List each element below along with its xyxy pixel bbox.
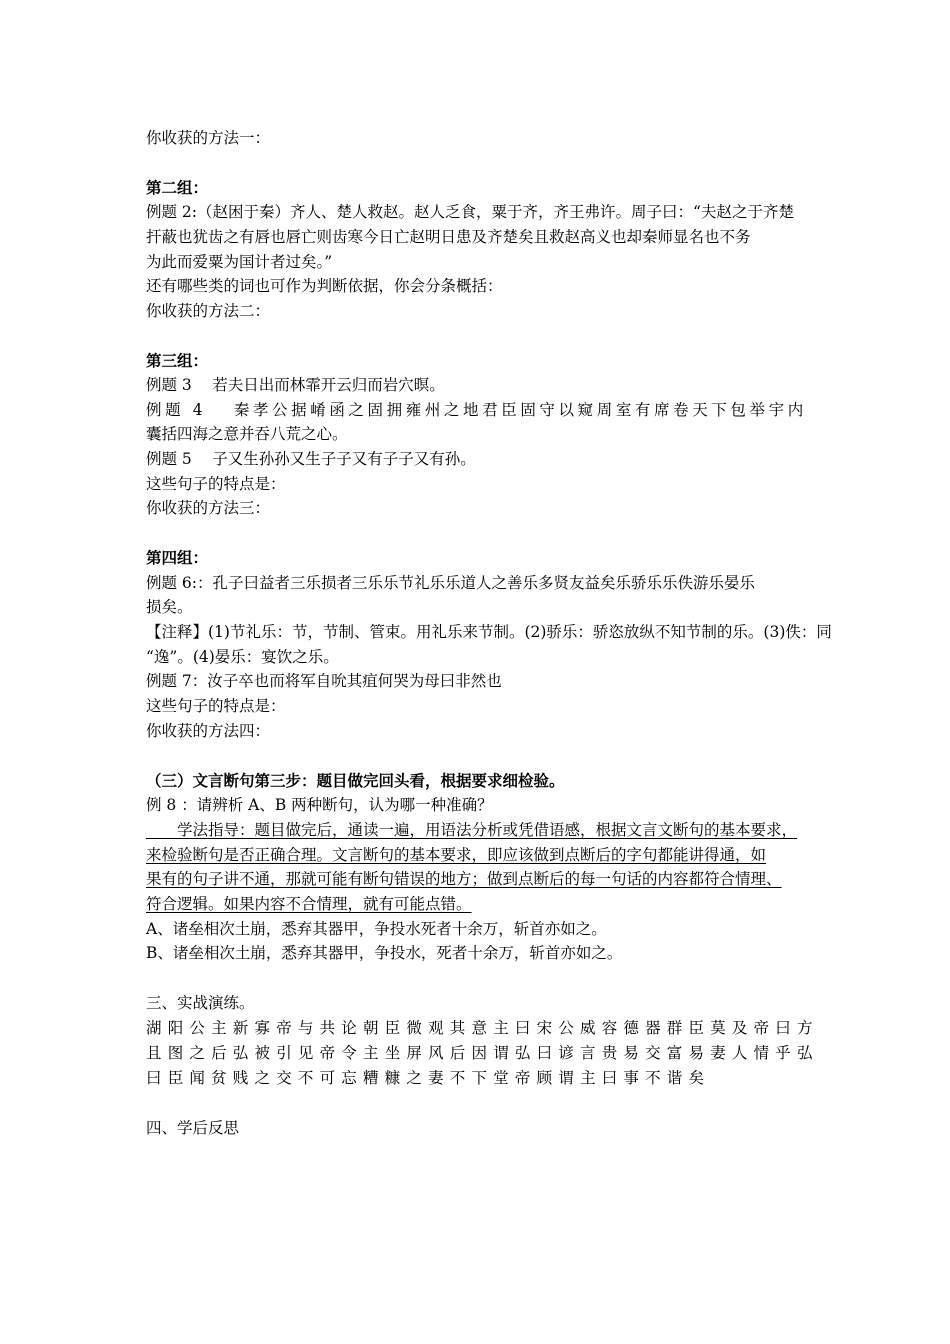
practice-line-2: 且图之后弘被引见帝令主坐屏风后因谓弘曰谚言贵易交富易妻人情乎弘 (146, 1044, 819, 1062)
example-7-line: 例题 7：汝子卒也而将军自吮其疽何哭为母曰非然也 (146, 672, 502, 690)
method-two-line: 你收获的方法二： (146, 302, 271, 320)
example-6-line-1: 例题 6:：孔子曰益者三乐损者三乐乐节礼乐乐道人之善乐多贤友益矣乐骄乐乐佚游乐晏乐 (146, 574, 756, 592)
method-three-line: 你收获的方法三： (146, 499, 271, 517)
step-three-heading: （三）文言断句第三步：题目做完回头看，根据要求细检验。 (146, 771, 565, 790)
guidance-line-2: 来检验断句是否正确合理。文言断句的基本要求，即应该做到点断后的字句都能讲得通，如 (146, 846, 767, 864)
features-line: 这些句子的特点是： (146, 475, 286, 493)
practice-heading: 三、实战演练。 (146, 994, 255, 1012)
method-one-line: 你收获的方法一： (146, 129, 271, 147)
guidance-line-3: 果有的句子讲不通，那就可能有断句错误的地方；做到点断后的每一句话的内容都符合情理、 (146, 870, 782, 888)
example-4-line-1: 例题 4 秦孝公据崤函之固拥雍州之地君臣固守以窥周室有席卷天下包举宇内 (146, 401, 807, 419)
example-2-line-2: 扞蔽也犹齿之有唇也唇亡则齿寒今日亡赵明日患及齐楚矣且救赵高义也却秦师显名也不务 (146, 228, 751, 246)
example-3-line: 例题 3 若夫日出而林霏开云归而岩穴暝。 (146, 376, 445, 394)
option-a-line: A、诸垒相次土崩，悉弃其器甲，争投水死者十余万，斩首亦如之。 (146, 920, 607, 938)
features-line-2: 这些句子的特点是： (146, 697, 286, 715)
group-two-heading: 第二组： (146, 178, 209, 197)
example-4-line-2: 囊括四海之意并吞八荒之心。 (146, 425, 348, 443)
practice-line-1: 湖阳公主新寡帝与共论朝臣微观其意主曰宋公威容德器群臣莫及帝曰方 (146, 1019, 819, 1037)
example-2-line-1: 例题 2:（赵困于秦）齐人、楚人救赵。赵人乏食，粟于齐，齐王弗许。周子曰：“夫赵之于齐楚 (146, 203, 794, 221)
group-three-heading: 第三组： (146, 351, 209, 370)
question-line: 还有哪些类的词也可作为判断依据，你会分条概括： (146, 277, 503, 295)
example-8-line: 例 8 ：请辨析 A、B 两种断句，认为哪一种准确？ (146, 796, 493, 814)
example-2-line-3: 为此而爱粟为国计者过矣。” (146, 253, 333, 271)
reflection-heading: 四、学后反思 (146, 1119, 240, 1137)
practice-line-3: 曰臣闻贫贱之交不可忘糟糠之妻不下堂帝顾谓主曰事不谐矣 (146, 1069, 711, 1087)
guidance-line-1: 学法指导：题目做完后，通读一遍，用语法分析或凭借语感，根据文言文断句的基本要求， (146, 821, 798, 839)
annotation-line-2: “逸”。(4)晏乐：宴饮之乐。 (146, 648, 339, 666)
example-6-line-2: 损矣。 (146, 598, 193, 616)
annotation-line-1: 【注释】(1)节礼乐：节，节制、管束。用礼乐来节制。(2)骄乐：骄恣放纵不知节制的乐。(3)佚：同 (146, 623, 832, 641)
method-four-line: 你收获的方法四： (146, 722, 271, 740)
guidance-line-4: 符合逻辑。如果内容不合情理，就有可能点错。 (146, 895, 472, 913)
example-5-line: 例题 5 子又生孙孙又生子子又有子子又有孙。 (146, 450, 476, 468)
option-b-line: B、诸垒相次土崩，悉弃其器甲，争投水，死者十余万，斩首亦如之。 (146, 944, 623, 962)
group-four-heading: 第四组： (146, 548, 209, 567)
